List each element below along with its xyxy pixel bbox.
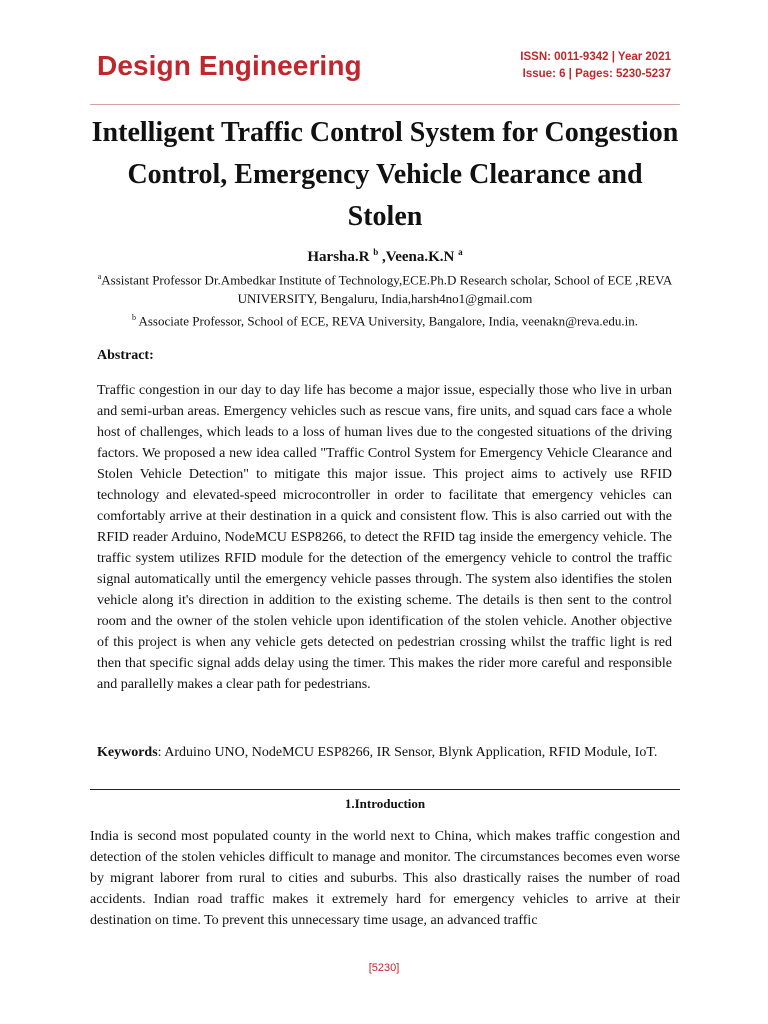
header-divider bbox=[90, 104, 680, 105]
journal-meta bbox=[520, 49, 671, 83]
affiliation-mark: a bbox=[97, 272, 102, 281]
affiliation-text: Associate Professor, School of ECE, REVA University, Bangalore, India, veenakn@reva.edu.in. bbox=[135, 313, 639, 329]
introduction-text: India is second most populated county in the world next to China, which makes traffic congestion and detection of the stolen vehicles difficult to manage and monitor. The circumstances becomes even worse by migrant laborer from rural to cities and suburbs. This also drastically raises the number of road accidents. Indian road traffic makes it extremely hard for emergency vehicles to arrive at their destination on time. To prevent this unnecessary time usage, an advanced traffic bbox=[90, 829, 680, 928]
affiliations bbox=[90, 267, 680, 331]
page-number: [5230] bbox=[368, 962, 400, 974]
keywords-label: Keywords bbox=[97, 745, 158, 760]
author-name: Veena.K.N bbox=[385, 249, 455, 265]
author-affiliation-mark: a bbox=[458, 247, 463, 257]
abstract-heading: Abstract: bbox=[97, 348, 154, 363]
paper-title: Intelligent Traffic Control System for Congestion Control, Emergency Vehicle Clearance and Stolen bbox=[91, 117, 679, 232]
keywords-text: : Arduino UNO, NodeMCU ESP8266, IR Sensor, Blynk Application, RFID Module, IoT. bbox=[157, 745, 658, 760]
affiliation-a bbox=[90, 267, 680, 308]
author-separator: , bbox=[378, 249, 386, 265]
issue-pages: Issue: 6 | Pages: 5230-5237 bbox=[522, 68, 671, 80]
affiliation-text: Assistant Professor Dr.Ambedkar Institute of Technology,ECE.Ph.D Research scholar, School of ECE ,REVA UNIVERSITY, Bengaluru, India,harsh4no1@gmail.com bbox=[101, 272, 673, 307]
abstract-text: Traffic congestion in our day to day life has become a major issue, especially those who live in urban and semi-urban areas. Emergency vehicles such as rescue vans, fire units, and squad cars face a whole host of challenges, which leads to a loss of human lives due to the congested situations of the driving factors. We proposed a new idea called "Traffic Control System for Emergency Vehicle Clearance and Stolen Vehicle Detection" to mitigate this major issue. This project aims to actively use RFID technology and elevated-speed microcontroller in order to facilitate that emergency vehicles can comfortably arrive at their destination in a quick and consistent flow. This is also carried out with the RFID reader Arduino, NodeMCU ESP8266, to detect the RFID tag inside the emergency vehicle. The traffic system utilizes RFID module for the detection of the emergency vehicle to control the traffic signal automatically until the emergency vehicle passes through. The system also identifies the stolen vehicle along it's direction in addition to the existing scheme. The details is then sent to the control room and the owner of the stolen vehicle upon identification of the stolen vehicle. Another objective of this project is when any vehicle gets detected on pedestrian crossing whilst the traffic light is red then that specific signal adds delay using the timer. This makes the rider more careful and responsible and parallelly makes a clear path for pedestrians. bbox=[97, 383, 672, 692]
issn-year: ISSN: 0011-9342 | Year 2021 bbox=[520, 51, 671, 63]
section-divider bbox=[90, 789, 680, 790]
affiliation-mark: b bbox=[131, 313, 136, 323]
section-heading: 1.Introduction bbox=[344, 796, 426, 811]
author-name: Harsha.R bbox=[307, 249, 370, 265]
journal-name: Design Engineering bbox=[97, 50, 362, 81]
author-affiliation-mark: b bbox=[373, 247, 379, 257]
author-line bbox=[90, 247, 680, 266]
affiliation-b bbox=[90, 308, 680, 330]
keywords bbox=[97, 742, 672, 763]
